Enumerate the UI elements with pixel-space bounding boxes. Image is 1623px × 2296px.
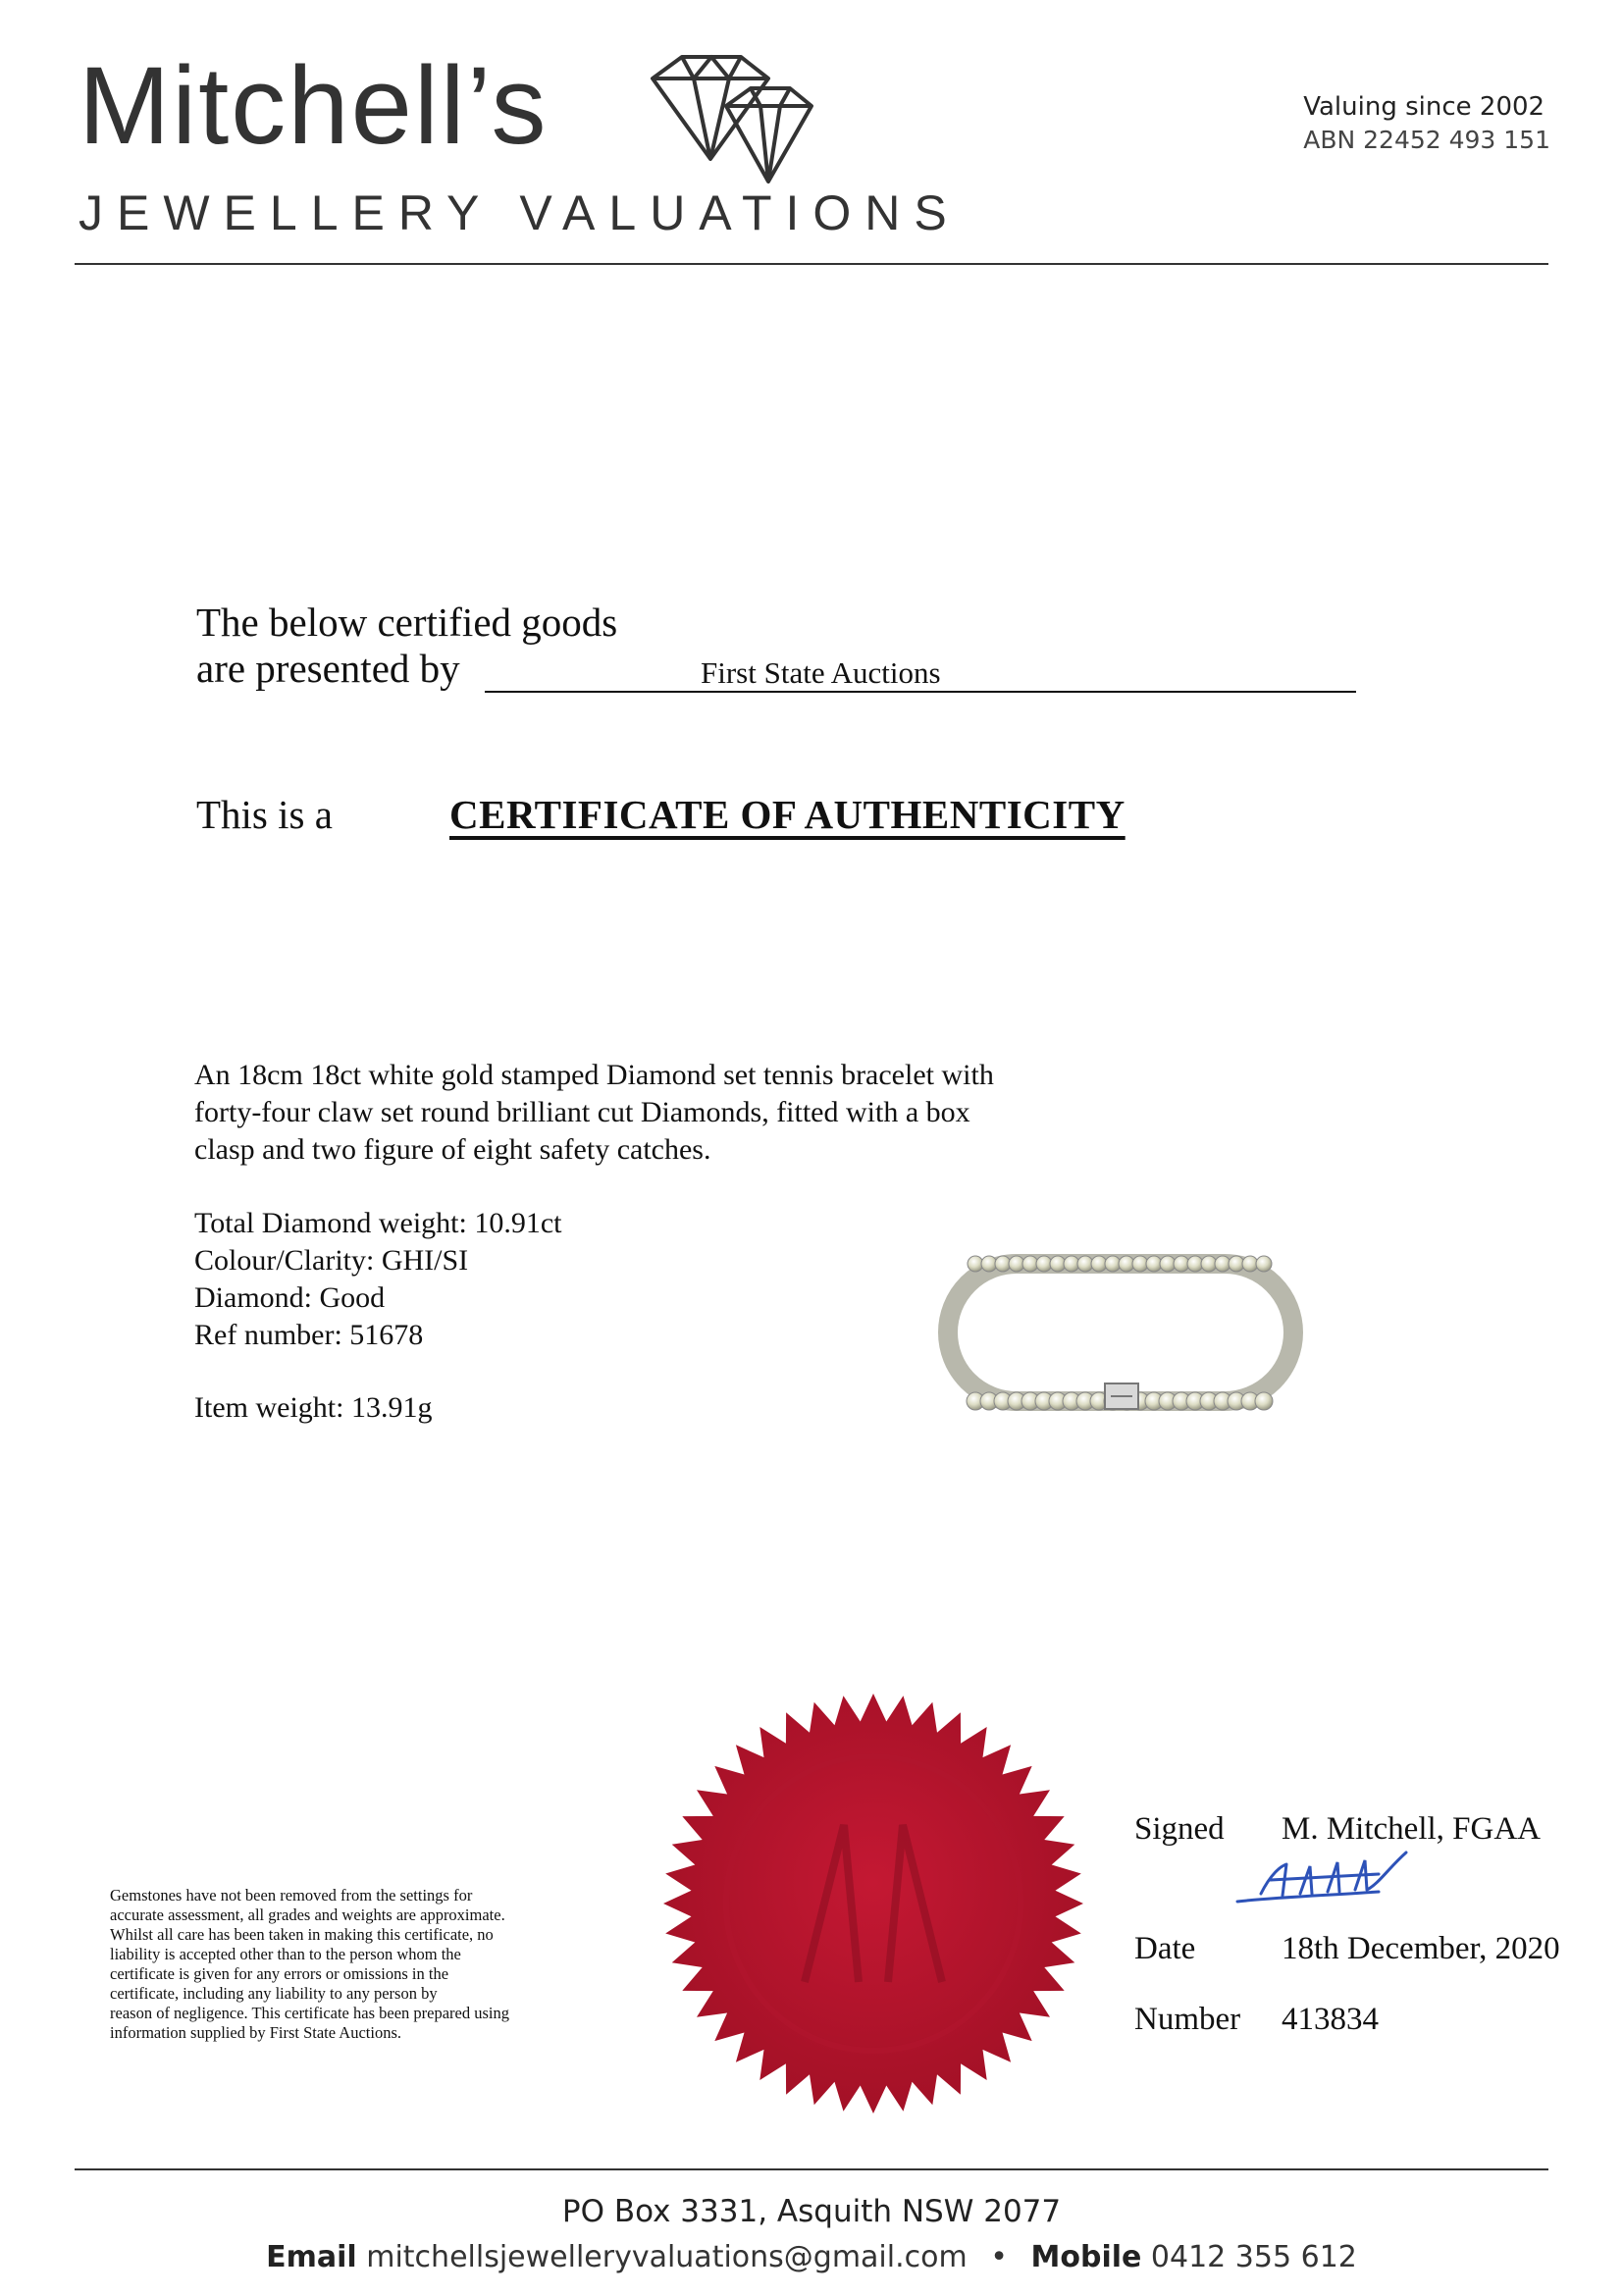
description-line: An 18cm 18ct white gold stamped Diamond set tennis bracelet with — [194, 1059, 994, 1091]
mobile-number[interactable]: 0412 355 612 — [1150, 2240, 1357, 2274]
diamond-logo-icon — [643, 49, 819, 196]
presenter-name: First State Auctions — [701, 655, 941, 690]
disclaimer-line: Gemstones have not been removed from the settings for — [110, 1886, 473, 1905]
description-line: clasp and two figure of eight safety catches. — [194, 1133, 711, 1166]
mobile-label: Mobile — [1030, 2240, 1142, 2274]
disclaimer-line: certificate is given for any errors or omissions in the — [110, 1964, 449, 1983]
total-diamond-weight: Total Diamond weight: 10.91ct — [194, 1207, 562, 1239]
presented-line-1: The below certified goods — [196, 600, 618, 645]
email-label: Email — [266, 2240, 357, 2274]
signed-value: M. Mitchell, FGAA — [1282, 1811, 1541, 1847]
description-line: forty-four claw set round brilliant cut Diamonds, fitted with a box — [194, 1096, 970, 1128]
disclaimer-line: reason of negligence. This certificate has been prepared using — [110, 2004, 509, 2022]
disclaimer-line: Whilst all care has been taken in making this certificate, no — [110, 1925, 494, 1944]
disclaimer — [110, 1886, 591, 2043]
disclaimer-line: certificate, including any liability to any person by — [110, 1984, 438, 2003]
ref-number: Ref number: 51678 — [194, 1319, 424, 1351]
item-weight: Item weight: 13.91g — [194, 1391, 433, 1424]
header-info — [1303, 90, 1550, 157]
date-label: Date — [1134, 1931, 1196, 1966]
certificate-title: CERTIFICATE OF AUTHENTICITY — [449, 792, 1126, 837]
colour-clarity: Colour/Clarity: GHI/SI — [194, 1244, 469, 1277]
certificate-number: 413834 — [1282, 2002, 1379, 2037]
email-link[interactable]: mitchellsjewelleryvaluations@gmail.com — [366, 2240, 968, 2274]
diamond-grade: Diamond: Good — [194, 1281, 386, 1314]
header-divider — [75, 263, 1548, 265]
brand-subtitle: JEWELLERY VALUATIONS — [79, 185, 961, 240]
disclaimer-line: information supplied by First State Auctions. — [110, 2023, 401, 2042]
item-specs — [194, 1205, 562, 1354]
footer-contact — [0, 2240, 1623, 2274]
disclaimer-line: accurate assessment, all grades and weights are approximate. — [110, 1905, 505, 1924]
item-description — [194, 1057, 1176, 1169]
footer-divider — [75, 2168, 1548, 2170]
tagline: Valuing since 2002 — [1303, 92, 1545, 122]
bracelet-photo — [926, 1246, 1315, 1423]
presented-line-2: are presented by — [196, 646, 460, 691]
footer-address: PO Box 3331, Asquith NSW 2077 — [561, 2194, 1062, 2229]
number-label: Number — [1134, 2002, 1241, 2037]
separator-dot: • — [990, 2240, 1008, 2274]
bracelet-gem — [1255, 1392, 1273, 1410]
abn-number: ABN 22452 493 151 — [1303, 126, 1550, 154]
disclaimer-line: liability is accepted other than to the person whom the — [110, 1945, 461, 1963]
bracelet-gem — [1256, 1256, 1272, 1272]
wax-seal-icon — [657, 1688, 1089, 2119]
brand-name: Mitchell’s — [79, 44, 549, 167]
date-value: 18th December, 2020 — [1282, 1931, 1560, 1966]
certificate-intro: This is a — [196, 792, 333, 837]
signed-label: Signed — [1134, 1811, 1225, 1847]
handwritten-signature-icon — [1231, 1845, 1413, 1913]
